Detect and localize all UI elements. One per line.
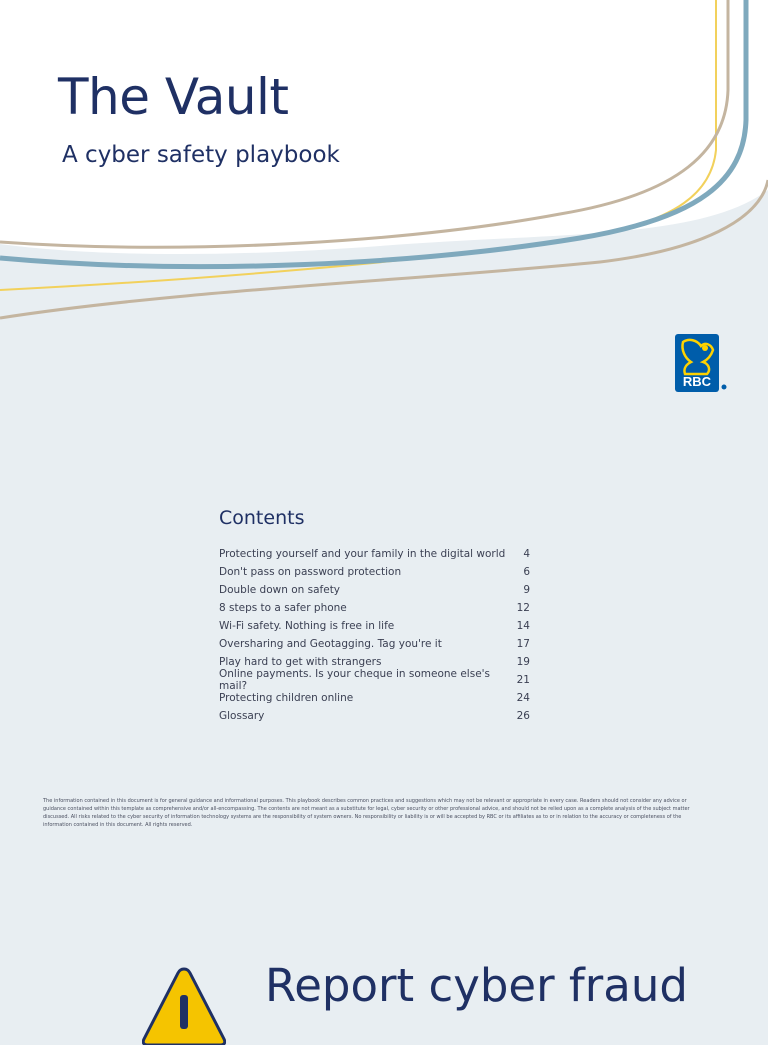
toc-item-page: 4 xyxy=(523,548,530,560)
toc-item[interactable] xyxy=(219,617,530,635)
toc-item-page: 12 xyxy=(516,602,530,614)
page-title: The Vault xyxy=(58,68,289,126)
toc-item-label: 8 steps to a safer phone xyxy=(219,602,347,614)
toc-item-page: 14 xyxy=(516,620,530,632)
contents-heading: Contents xyxy=(219,507,305,529)
toc-item-page: 17 xyxy=(516,638,530,650)
toc-item-label: Double down on safety xyxy=(219,584,341,596)
toc-item-page: 9 xyxy=(523,584,530,596)
toc-item-label: Online payments. Is your cheque in someone else's mail? xyxy=(219,668,491,692)
rbc-logo xyxy=(675,334,729,394)
table-of-contents xyxy=(219,545,530,725)
toc-item-label: Protecting children online xyxy=(219,692,354,704)
rbc-logo-text: RBC xyxy=(682,374,712,389)
header-wave-background xyxy=(0,0,768,340)
report-cyber-fraud-heading: Report cyber fraud xyxy=(265,959,688,1012)
toc-item-label: Play hard to get with strangers xyxy=(219,656,382,668)
toc-item[interactable] xyxy=(219,563,530,581)
toc-item-label: Protecting yourself and your family in the digital world xyxy=(219,548,506,560)
toc-item[interactable] xyxy=(219,635,530,653)
toc-item[interactable] xyxy=(219,707,530,725)
toc-item[interactable] xyxy=(219,545,530,563)
toc-item-page: 6 xyxy=(523,566,530,578)
toc-item-label: Wi-Fi safety. Nothing is free in life xyxy=(219,620,395,632)
page-subtitle: A cyber safety playbook xyxy=(62,142,340,168)
toc-item-page: 19 xyxy=(516,656,530,668)
legal-disclaimer: The information contained in this document is for general guidance and informational purposes. This playbook describes common practices and suggestions which may not be relevant or appropriate in every case. Readers should not consider any advice or guidance contained within this template as comprehensive and/or all-encompassing. The contents are not meant as a substitute for legal, cyber security or other professional advice, and should not be relied upon as a complete analysis of the subject matter discussed. All risks related to the cyber security of information technology systems are the responsibility of system owners. No responsibility or liability is or will be accepted by RBC or its affiliates as to or in relation to the accuracy or completeness of the information contained in this document. All rights reserved. xyxy=(43,798,690,828)
toc-item-page: 26 xyxy=(516,710,530,722)
toc-item-label: Oversharing and Geotagging. Tag you're it xyxy=(219,638,442,650)
toc-item[interactable] xyxy=(219,581,530,599)
toc-item-label: Glossary xyxy=(219,710,265,722)
warning-icon xyxy=(142,965,226,1045)
toc-item[interactable] xyxy=(219,599,530,617)
toc-item-label: Don't pass on password protection xyxy=(219,566,402,578)
toc-item-page: 21 xyxy=(516,674,530,686)
toc-item-page: 24 xyxy=(516,692,530,704)
toc-item[interactable] xyxy=(219,668,530,692)
